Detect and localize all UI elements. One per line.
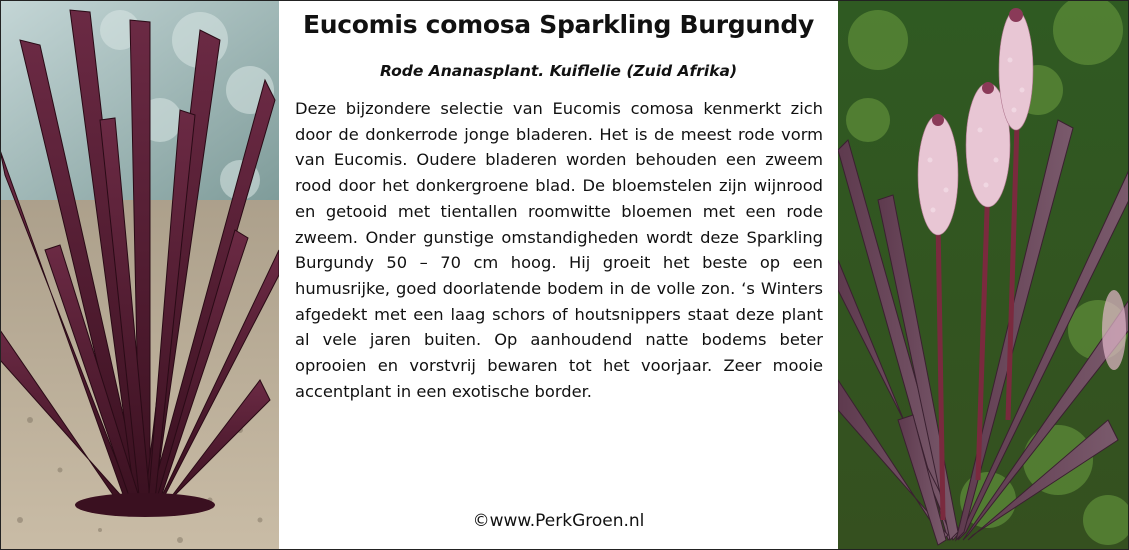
- plant-description: Deze bijzondere selectie van Eucomis comosa kenmerkt zich door de donkerrode jonge bladeren. Het is de meest rode vorm van Eucomis. Oudere bladeren worden behouden een zweem rood door het donkergroene blad. De bloemstelen zijn wijnrood en getooid met tientallen roomwitte bloemen met een rode zweem. Onder gunstige omstandigheden wordt deze Sparkling Burgundy 50 – 70 cm hoog. Hij groeit het beste op een humusrijke, goed doorlatende bodem in de volle zon. ‘s Winters afgedekt met een laag schors of houtsnippers staat deze plant al vele jaren buiten. Op aanhoudend natte bodems beter oprooien en vorstvrij bewaren tot het voorjaar. Zeer mooie accentplant in een exotische border.: [295, 99, 823, 401]
- flowering-plant-image: [838, 0, 1129, 550]
- plant-title: Eucomis comosa Sparkling Burgundy: [303, 10, 814, 39]
- copyright-link[interactable]: ©www.PerkGroen.nl: [472, 511, 645, 531]
- description-panel: [279, 0, 838, 550]
- plant-common-names: Rode Ananasplant. Kuiflelie (Zuid Afrika): [379, 62, 738, 80]
- plant-photo-left: [0, 0, 279, 550]
- plant-photo-right: [838, 0, 1129, 550]
- burgundy-foliage-image: [0, 0, 279, 550]
